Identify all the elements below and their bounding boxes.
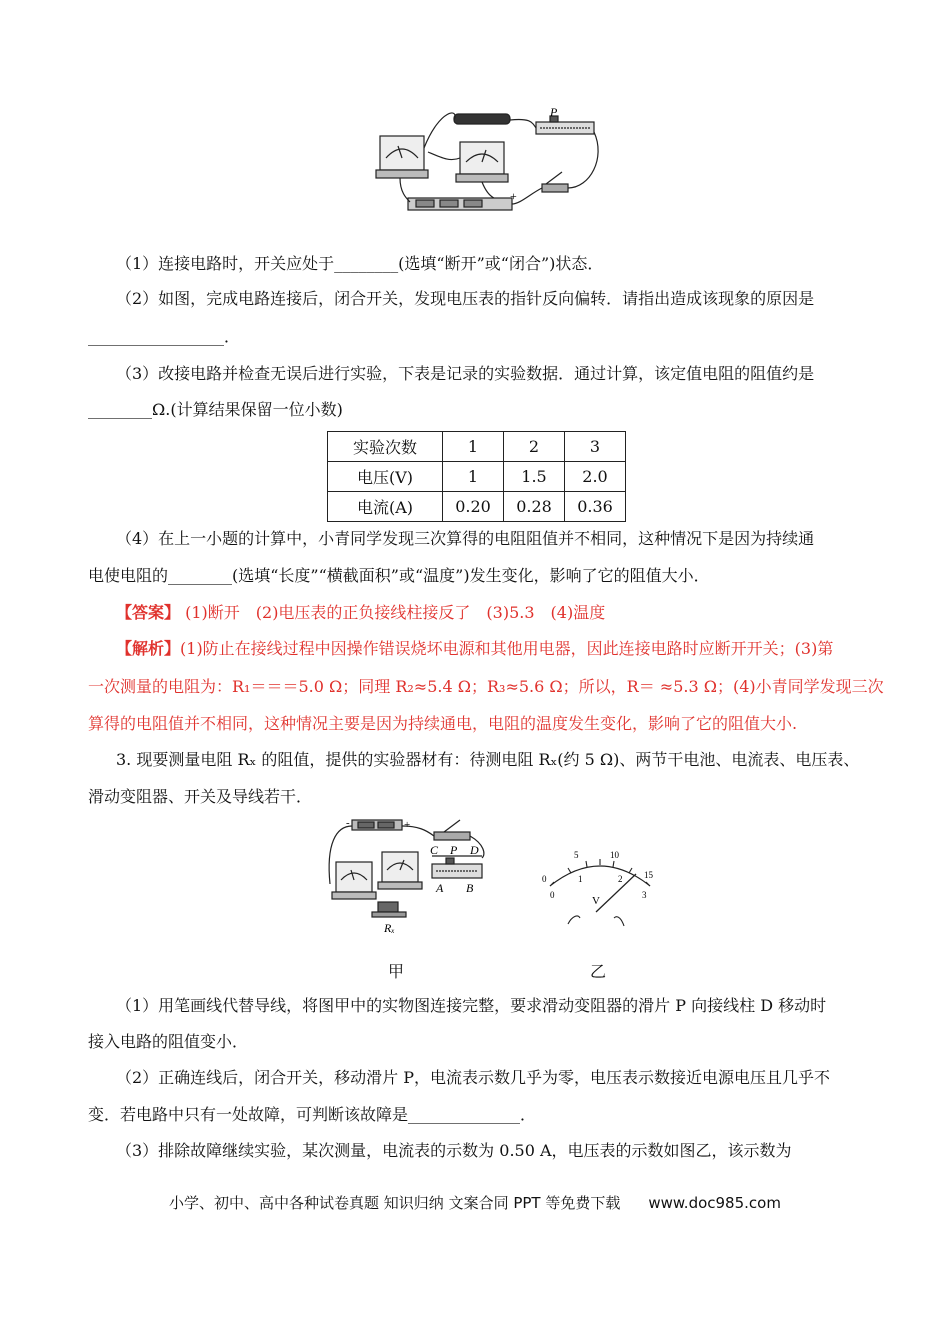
label-p: P bbox=[450, 843, 458, 857]
analysis-line3: 算得的电阻值并不相同，这种情况主要是因为持续通电，电阻的温度发生变化，影响了它的阻值大小. bbox=[88, 714, 798, 733]
tick-0-bottom: 0 bbox=[550, 890, 555, 900]
voltmeter bbox=[460, 142, 504, 174]
switch bbox=[542, 184, 568, 192]
table-cell: 1 bbox=[443, 432, 504, 462]
tick-3: 3 bbox=[642, 890, 647, 900]
answer-line bbox=[116, 603, 862, 623]
table-cell: 2.0 bbox=[565, 462, 626, 492]
tick-1: 1 bbox=[578, 874, 583, 884]
tick-10: 10 bbox=[610, 850, 619, 860]
resistor-rx bbox=[378, 902, 398, 912]
analysis-line1 bbox=[116, 639, 862, 659]
q3-part2-line2: 变．若电路中只有一处故障，可判断该故障是______________． bbox=[88, 1105, 537, 1124]
switch bbox=[434, 832, 470, 840]
table-cell: 2 bbox=[504, 432, 565, 462]
page-footer bbox=[0, 1192, 950, 1213]
q3-part1-line1: （1）用笔画线代替导线，将图甲中的实物图连接完整，要求滑动变阻器的滑片 P 向接线柱 D 移动时 bbox=[116, 996, 827, 1015]
table-cell: 1 bbox=[443, 462, 504, 492]
data-table bbox=[327, 431, 626, 522]
tick-0-top: 0 bbox=[542, 874, 547, 884]
circuit-figure-top bbox=[370, 108, 610, 220]
table-cell: 电压(V) bbox=[328, 462, 443, 492]
voltmeter bbox=[382, 852, 418, 882]
q2-part4-line1: （4）在上一小题的计算中，小青同学发现三次算得的电阻阻值并不相同，这种情况下是因为持续通 bbox=[116, 529, 815, 548]
table-row bbox=[328, 492, 626, 522]
ammeter bbox=[336, 862, 372, 892]
ammeter bbox=[380, 136, 424, 170]
analysis-text: (1)防止在接线过程中因操作错误烧坏电源和其他用电器，因此连接电路时应断开开关；(3)第 bbox=[180, 639, 834, 658]
answer-text: (1)断开 (2)电压表的正负接线柱接反了 (3)5.3 (4)温度 bbox=[180, 603, 606, 622]
analysis-line2: 一次测量的电阻为：R₁＝＝＝5.0 Ω；同理 R₂≈5.4 Ω；R₃≈5.6 Ω；所以，R＝ ≈5.3 Ω；(4)小青同学发现三次 bbox=[88, 677, 884, 696]
label-c: C bbox=[430, 843, 439, 857]
analysis-label: 【解析】 bbox=[116, 639, 181, 658]
tick-15: 15 bbox=[644, 870, 653, 880]
q2-part2-line1: （2）如图，完成电路连接后，闭合开关，发现电压表的指针反向偏转．请指出造成该现象的原因是 bbox=[116, 289, 815, 308]
footer-text: 小学、初中、高中各种试卷真题 知识归纳 文案合同 PPT 等免费下载 bbox=[169, 1194, 621, 1212]
table-row bbox=[328, 432, 626, 462]
table-cell: 1.5 bbox=[504, 462, 565, 492]
label-d: D bbox=[470, 843, 479, 857]
tick-2: 2 bbox=[618, 874, 623, 884]
q2-part1: （1）连接电路时，开关应处于________(选填“断开”或“闭合”)状态． bbox=[116, 254, 604, 273]
table-cell: 电流(A) bbox=[328, 492, 443, 522]
q3-part1-line2: 接入电路的阻值变小． bbox=[88, 1032, 249, 1051]
circuit-figure-jia bbox=[326, 814, 502, 936]
table-cell: 3 bbox=[565, 432, 626, 462]
q3-intro-line1: 3. 现要测量电阻 Rₓ 的阻值，提供的实验器材有：待测电阻 Rₓ(约 5 Ω)、两节干电池、电流表、电压表、 bbox=[116, 750, 860, 769]
footer-url[interactable]: www.doc985.com bbox=[648, 1194, 781, 1212]
table-cell: 实验次数 bbox=[328, 432, 443, 462]
q3-part2-line1: （2）正确连线后，闭合开关，移动滑片 P，电流表示数几乎为零，电压表示数接近电源电压且几乎不 bbox=[116, 1068, 831, 1087]
label-rx: Rₓ bbox=[384, 921, 395, 935]
table-cell: 0.28 bbox=[504, 492, 565, 522]
tick-5: 5 bbox=[574, 850, 579, 860]
label-minus: - bbox=[346, 817, 350, 829]
answer-label: 【答案】 bbox=[116, 603, 181, 622]
label-b: B bbox=[466, 881, 474, 895]
voltmeter-dial-yi bbox=[538, 846, 662, 936]
label-p: P bbox=[550, 108, 558, 119]
q2-part3-line1: （3）改接电路并检查无误后进行实验，下表是记录的实验数据．通过计算，该定值电阻的阻值约是 bbox=[116, 364, 815, 383]
figure-caption-yi: 乙 bbox=[590, 962, 607, 981]
label-a: A bbox=[436, 881, 444, 895]
q2-part4-line2: 电使电阻的________(选填“长度”“横截面积”或“温度”)发生变化，影响了它的阻值大小． bbox=[88, 566, 710, 585]
table-cell: 0.20 bbox=[443, 492, 504, 522]
figure-caption-jia: 甲 bbox=[388, 962, 405, 981]
q3-part3-line1: （3）排除故障继续实验，某次测量，电流表的示数为 0.50 A，电压表的示数如图乙，该示数为 bbox=[116, 1141, 792, 1160]
table-cell: 0.36 bbox=[565, 492, 626, 522]
q2-part2-line2: _________________． bbox=[88, 327, 241, 346]
dial-needle bbox=[596, 874, 636, 912]
label-plus: + bbox=[404, 819, 411, 831]
dial-v-label: V bbox=[592, 895, 600, 907]
table-row bbox=[328, 462, 626, 492]
q2-part3-line2: ________Ω.(计算结果保留一位小数) bbox=[88, 400, 343, 419]
resistor-coil bbox=[454, 114, 510, 124]
label-plus: + bbox=[510, 189, 517, 203]
q3-intro-line2: 滑动变阻器、开关及导线若干． bbox=[88, 787, 313, 806]
